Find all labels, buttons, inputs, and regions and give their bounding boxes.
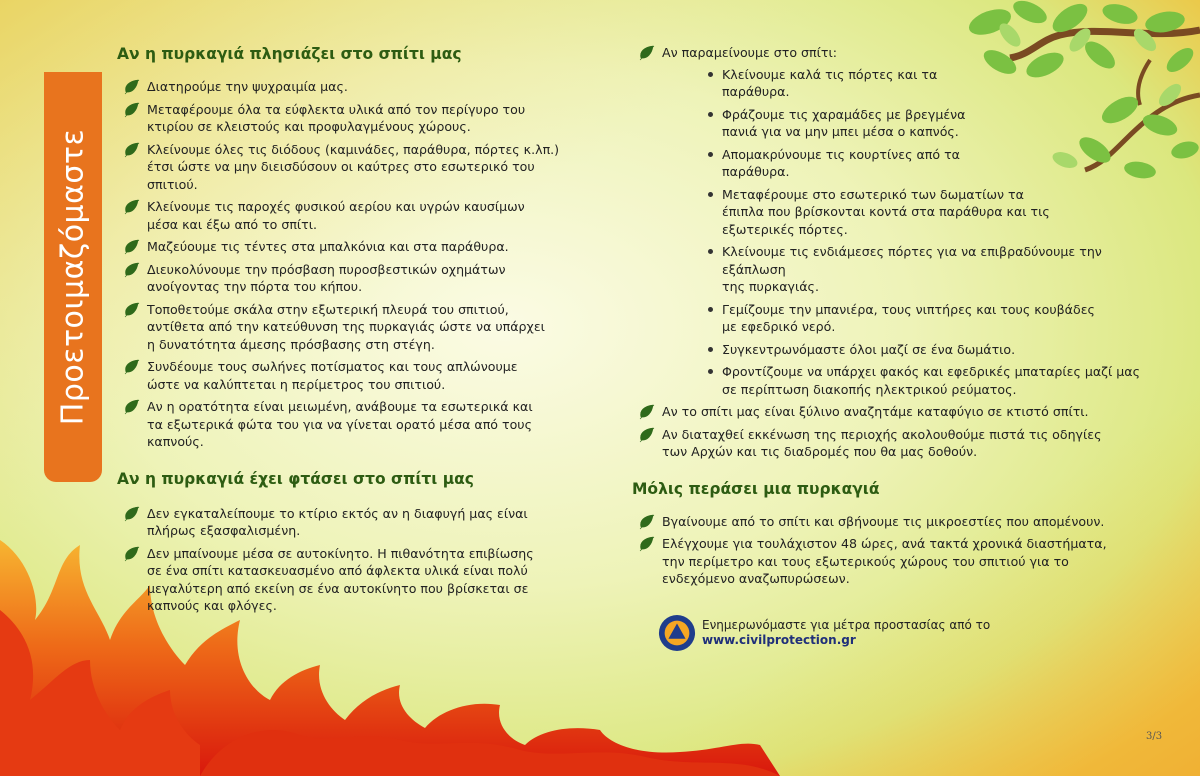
list-item-line: μεγαλύτερη από εκείνη σε ένα αυτοκίνητο που βρίσκεται σε: [147, 580, 529, 596]
list-item-line: Ελέγχουμε για τουλάχιστον 48 ώρες, ανά τακτά χρονικά διαστήματα,: [662, 536, 1107, 551]
stay-sub-list: [662, 66, 1152, 399]
list-item-line: σπιτιού.: [147, 176, 198, 192]
list-item: [117, 78, 577, 96]
section-heading-arrived: Αν η πυρκαγιά έχει φτάσει στο σπίτι μας: [117, 469, 474, 488]
page-number: 3/3: [1146, 731, 1163, 742]
list-item-line: ώστε να καλύπτεται η περίμετρος του σπιτιού.: [147, 376, 446, 392]
bullet-dot-icon: [708, 347, 713, 352]
list-item: [632, 513, 1152, 531]
list-item-line: Διατηρούμε την ψυχραιμία μας.: [147, 79, 348, 94]
list-item: [662, 146, 1152, 181]
left-column: [117, 44, 577, 620]
list-item-line: καπνούς.: [147, 434, 204, 449]
list-item: [662, 66, 1152, 101]
leaf-bullet-icon: [638, 45, 656, 61]
list-item-line: Δεν μπαίνουμε μέσα σε αυτοκίνητο. Η πιθανότητα επιβίωσης: [147, 545, 534, 561]
bullet-dot-icon: [708, 192, 713, 197]
list-item-line: εξωτερικές πόρτες.: [722, 221, 848, 237]
section-heading-after: Μόλις περάσει μια πυρκαγιά: [632, 479, 880, 498]
list-item-line: Μαζεύουμε τις τέντες στα μπαλκόνια και στα παράθυρα.: [147, 239, 509, 254]
list-item-line: Κλείνουμε τις παροχές φυσικού αερίου και υγρών καυσίμων: [147, 199, 525, 214]
footer-text: Ενημερωνόμαστε για μέτρα προστασίας από το: [702, 618, 991, 632]
list-item-line: Βγαίνουμε από το σπίτι και σβήνουμε τις μικροεστίες που απομένουν.: [662, 513, 1105, 529]
leaf-bullet-icon: [123, 239, 141, 255]
list-item-line: με εφεδρικό νερό.: [722, 319, 836, 334]
list-item-line: παράθυρα.: [722, 164, 790, 179]
list-item: [117, 301, 577, 354]
list-item-line: τα εξωτερικά φώτα του για να γίνεται ορατό μέσα από τους: [147, 416, 532, 432]
list-item: [662, 106, 1152, 141]
list-item: [117, 545, 577, 615]
list-item-line: Φράζουμε τις χαραμάδες με βρεγμένα: [722, 106, 966, 122]
bullet-dot-icon: [708, 369, 713, 374]
approaching-list: [117, 78, 577, 451]
leaf-bullet-icon: [638, 536, 656, 552]
bullet-dot-icon: [708, 307, 713, 312]
list-item-line: Αν διαταχθεί εκκένωση της περιοχής ακολουθούμε πιστά τις οδηγίες: [662, 426, 1102, 442]
right-column: [632, 44, 1152, 593]
list-item-line: την περίμετρο και τους εξωτερικούς χώρους του σπιτιού για το: [662, 553, 1069, 569]
list-item: [662, 186, 1152, 239]
list-item-line: η δυνατότητα άμεσης πρόσβασης στη στέγη.: [147, 336, 435, 352]
list-item-line: κτιρίου σε κλειστούς και προφυλαγμένους χώρους.: [147, 119, 471, 134]
more-list: [632, 403, 1152, 461]
bullet-dot-icon: [708, 152, 713, 157]
list-item-line: της πυρκαγιάς.: [722, 279, 819, 294]
list-item-line: των Αρχών και τις διαδρομές που θα μας δοθούν.: [662, 444, 978, 459]
list-item-line: παράθυρα.: [722, 84, 790, 99]
bullet-dot-icon: [708, 72, 713, 77]
list-item: [662, 301, 1152, 336]
list-item-line: πλήρως εξασφαλισμένη.: [147, 523, 301, 538]
bullet-dot-icon: [708, 112, 713, 117]
civil-protection-logo: [658, 614, 696, 652]
website-link[interactable]: www.civilprotection.gr: [702, 633, 856, 647]
list-item-line: Διευκολύνουμε την πρόσβαση πυροσβεστικών οχημάτων: [147, 261, 506, 277]
list-item-line: ανοίγοντας την πόρτα του κήπου.: [147, 279, 363, 294]
bullet-dot-icon: [708, 249, 713, 254]
list-item: [632, 535, 1152, 588]
leaf-bullet-icon: [123, 359, 141, 375]
leaf-bullet-icon: [123, 102, 141, 118]
list-item-line: σε ένα σπίτι κατασκευασμένο από άφλεκτα υλικά είναι πολύ: [147, 563, 528, 578]
list-item: [117, 398, 577, 451]
list-item-line: μέσα και έξω από το σπίτι.: [147, 216, 318, 232]
list-item-line: έπιπλα που βρίσκονται κοντά στα παράθυρα και τις: [722, 204, 1050, 219]
stay-intro: Αν παραμείνουμε στο σπίτι:: [662, 45, 837, 60]
list-item-line: Συγκεντρωνόμαστε όλοι μαζί σε ένα δωμάτιο.: [722, 341, 1016, 357]
leaf-bullet-icon: [638, 404, 656, 420]
list-item-line: Γεμίζουμε την μπανιέρα, τους νιπτήρες και τους κουβάδες: [722, 301, 1095, 317]
list-item: [117, 505, 577, 540]
list-item-line: Κλείνουμε όλες τις διόδους (καμινάδες, παράθυρα, πόρτες κ.λπ.): [147, 141, 560, 157]
list-item-line: Αν το σπίτι μας είναι ξύλινο αναζητάμε καταφύγιο σε κτιστό σπίτι.: [662, 404, 1089, 419]
leaf-bullet-icon: [123, 546, 141, 562]
leaf-bullet-icon: [123, 302, 141, 318]
leaf-bullet-icon: [123, 506, 141, 522]
leaf-bullet-icon: [638, 514, 656, 530]
list-item: [117, 198, 577, 233]
list-item-line: Απομακρύνουμε τις κουρτίνες από τα: [722, 146, 960, 162]
list-item: [117, 101, 577, 136]
leaf-bullet-icon: [123, 262, 141, 278]
list-item: [117, 358, 577, 393]
leaf-bullet-icon: [123, 199, 141, 215]
list-item-line: πανιά για να μην μπει μέσα ο καπνός.: [722, 124, 959, 139]
leaf-bullet-icon: [123, 399, 141, 415]
list-item: [632, 426, 1152, 461]
list-item: [117, 261, 577, 296]
list-item-line: Τοποθετούμε σκάλα στην εξωτερική πλευρά του σπιτιού,: [147, 301, 509, 317]
list-item: [662, 243, 1152, 296]
list-item: [117, 238, 577, 256]
leaf-bullet-icon: [123, 79, 141, 95]
list-item: [662, 341, 1152, 359]
list-item-line: σε περίπτωση διακοπής ηλεκτρικού ρεύματος.: [722, 381, 1017, 397]
list-item-line: Μεταφέρουμε στο εσωτερικό των δωματίων τα: [722, 186, 1024, 202]
side-title: Προετοιμαζόμαστε: [55, 128, 91, 426]
stay-home-list: [632, 44, 1152, 398]
list-item: [662, 363, 1152, 398]
list-item-line: Κλείνουμε τις ενδιάμεσες πόρτες για να επιβραδύνουμε την εξάπλωση: [722, 244, 1102, 277]
list-item-line: αντίθετα από την κατεύθυνση της πυρκαγιάς ώστε να υπάρχει: [147, 319, 545, 334]
list-item-line: Κλείνουμε καλά τις πόρτες και τα: [722, 66, 938, 82]
list-item-line: καπνούς και φλόγες.: [147, 598, 277, 613]
section-heading-approaching: Αν η πυρκαγιά πλησιάζει στο σπίτι μας: [117, 45, 462, 63]
leaf-bullet-icon: [638, 427, 656, 443]
footer-row: [658, 614, 990, 652]
list-item: [632, 403, 1152, 421]
list-item: [117, 141, 577, 194]
list-item-line: Δεν εγκαταλείπουμε το κτίριο εκτός αν η διαφυγή μας είναι: [147, 505, 528, 521]
list-item: [632, 44, 1152, 398]
list-item-line: Φροντίζουμε να υπάρχει φακός και εφεδρικές μπαταρίες μαζί μας: [722, 364, 1141, 379]
arrived-list: [117, 505, 577, 615]
list-item-line: Συνδέουμε τους σωλήνες ποτίσματος και τους απλώνουμε: [147, 359, 518, 374]
side-title-tab: [44, 72, 102, 482]
list-item-line: Μεταφέρουμε όλα τα εύφλεκτα υλικά από τον περίγυρο του: [147, 101, 526, 117]
list-item-line: ενδεχόμενο αναζωπυρώσεων.: [662, 571, 850, 586]
list-item-line: Αν η ορατότητα είναι μειωμένη, ανάβουμε τα εσωτερικά και: [147, 399, 533, 414]
after-fire-list: [632, 513, 1152, 588]
leaf-bullet-icon: [123, 142, 141, 158]
list-item-line: έτσι ώστε να μην διεισδύσουν οι καύτρες στο εσωτερικό του: [147, 159, 535, 174]
